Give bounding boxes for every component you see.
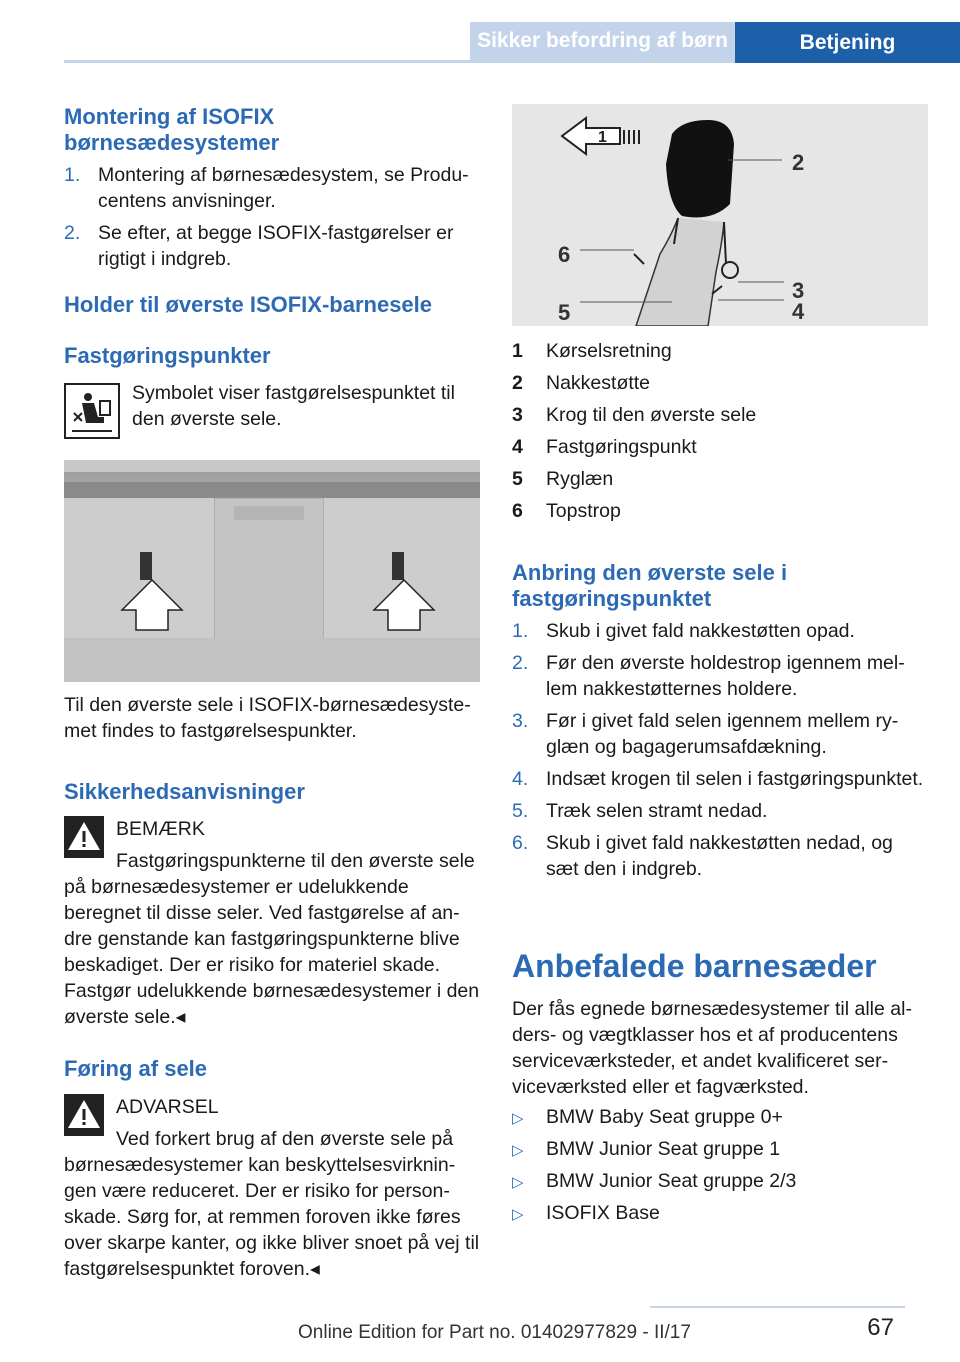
legend-item: 4 Fastgøringspunkt xyxy=(512,436,697,458)
anbefalede-text: Der fås egnede børnesædesystemer til alle alders- og vægtklasser hos et af producentens serviceværksteder, et andet kvalificeret serviceværksted eller et fagværksted. xyxy=(512,998,912,1098)
list-item: 2. Før den øverste holdestrop igennem mellem nakkestøtternes holdere. xyxy=(512,652,905,700)
diagram-label-5: 5 xyxy=(558,300,571,325)
diagram-label-2: 2 xyxy=(792,150,805,175)
headrest-diagram xyxy=(512,104,928,326)
list-item: ▷ BMW Junior Seat gruppe 2/3 xyxy=(512,1168,796,1196)
heading-sikkerhed: Sikkerhedsanvisninger xyxy=(64,779,305,804)
list-item: 6. Skub i givet fald nakkestøtten nedad, og sæt den i indgreb. xyxy=(512,832,893,880)
child-seat-anchor-icon xyxy=(64,383,120,439)
legend-item: 6 Topstrop xyxy=(512,500,621,522)
anbring-steps xyxy=(512,618,924,888)
heading-isofix: Montering af ISOFIX børnesædesystemer xyxy=(64,104,280,155)
warning-text: Ved forkert brug af den øverste sele på børnesædesystemer kan beskyttelsesvirkningen være reduceret. Der er risiko for personskade. Sørg for, at remmen foroven ikke føres over skarpe kanter, og ikke bliver snoet på vej til fastgørelsespunktet foroven.◂ xyxy=(64,1128,480,1280)
note-text: Fastgøringspunkterne til den øverste sele på børnesædesystemer er udelukkende beregnet til disse seler. Ved fastgørelse af andre genstande kan fastgøringspunkterne blive beskadiget. Der er risiko for materiel skade. Fastgør udelukkende børnesædesystemer i den øverste sele.◂ xyxy=(64,850,480,1028)
list-item: ▷ BMW Baby Seat gruppe 0+ xyxy=(512,1104,783,1132)
legend-item: 1 Kørselsretning xyxy=(512,340,672,362)
heading-foering: Føring af sele xyxy=(64,1056,208,1081)
header-section-tab: Sikker befordring af børn xyxy=(470,22,735,60)
fastgoring-text: Symbolet viser fastgørelsespunktet til den øverste sele. xyxy=(132,382,455,430)
legend-item: 5 Ryglæn xyxy=(512,468,614,490)
photo-caption: Til den øverste sele i ISOFIX-børnesædesystemet findes to fastgørelsespunkter. xyxy=(64,694,471,742)
list-item: 3. Før i givet fald selen igennem mellem ryglæn og bagagerumsafdækning. xyxy=(512,710,899,758)
legend-item: 2 Nakkestøtte xyxy=(512,372,651,394)
heading-anbefalede: Anbefalede barnesæder xyxy=(512,948,877,984)
list-item: 5. Træk selen stramt nedad. xyxy=(512,800,768,822)
footer-edition: Online Edition for Part no. 01402977829 - II/17 xyxy=(298,1322,691,1343)
bullet-triangle-icon: ▷ xyxy=(512,1174,524,1191)
bullet-triangle-icon: ▷ xyxy=(512,1206,524,1223)
list-item: 1. Montering af børnesædesystem, se Producentens anvisninger. xyxy=(64,164,469,212)
diagram-label-3: 3 xyxy=(792,278,805,303)
note-title: BEMÆRK xyxy=(116,818,205,840)
diagram-label-1: 1 xyxy=(598,129,607,146)
warning-title: ADVARSEL xyxy=(116,1096,219,1118)
legend-item: 3 Krog til den øverste sele xyxy=(512,404,757,426)
heading-anbring: Anbring den øverste sele i fastgøringspunktet xyxy=(512,560,788,611)
diagram-label-4: 4 xyxy=(792,299,805,324)
list-item: 1. Skub i givet fald nakkestøtten opad. xyxy=(512,620,855,642)
header-chapter-tab: Betjening xyxy=(735,22,960,63)
heading-holder: Holder til øverste ISOFIX-barnesele xyxy=(64,292,433,317)
isofix-steps xyxy=(64,162,476,278)
bullet-triangle-icon: ▷ xyxy=(512,1110,524,1127)
bullet-triangle-icon: ▷ xyxy=(512,1142,524,1159)
list-item: 2. Se efter, at begge ISOFIX-fastgørelser er rigtigt i indgreb. xyxy=(64,222,454,270)
footer-rule xyxy=(650,1306,905,1308)
diagram-label-6: 6 xyxy=(558,242,571,267)
heading-fastgoringspunkter: Fastgøringspunkter xyxy=(64,343,271,368)
list-item: 4. Indsæt krogen til selen i fastgøringspunktet. xyxy=(512,768,924,790)
list-item: ▷ ISOFIX Base xyxy=(512,1200,660,1228)
trunk-photo xyxy=(64,460,480,682)
page-number: 67 xyxy=(867,1314,894,1341)
list-item: ▷ BMW Junior Seat gruppe 1 xyxy=(512,1136,780,1164)
